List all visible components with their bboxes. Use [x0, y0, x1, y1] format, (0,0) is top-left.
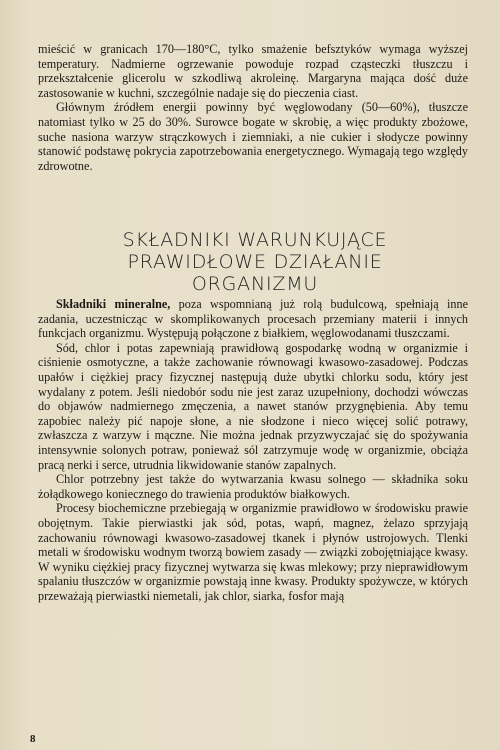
page-number: 8 — [30, 733, 36, 745]
section-heading — [40, 229, 470, 295]
paragraph-continuation: mieścić w granicach 170—180°C, tylko smażenie befsztyków wymaga wyższej temperatury. Nadmierne ogrzewanie powoduje rozpad cząsteczki tłuszczu i przekształcenie glicerolu w szkodliwą akroleinę. Margaryna mająca dość duże zastosowanie w kuchni, szczególnie nadaje się do pieczenia ciast. — [38, 42, 468, 100]
section-heading-line-2: PRAWIDŁOWE DZIAŁANIE — [127, 251, 383, 273]
main-text-block — [38, 297, 468, 603]
paragraph-biochemical-processes: Procesy biochemiczne przebiegają w organizmie prawidłowo w środowisku prawie obojętnym. Takie pierwiastki jak sód, potas, wapń, magnez, żelazo sprzyjają zachowaniu równowagi kwasowo-zasadowej tkanek i płynów ustrojowych. Tlenki metali w środowisku wodnym tworzą bowiem zasady — związki zobojętniające kwasy. W wyniku ciężkiej pracy fizycznej wytwarza się kwas mlekowy; przy nieprawidłowym spalaniu tłuszczów w organizmie powstają inne kwasy. Produkty spożywcze, w których przeważają pierwiastki niemetali, jak chlor, siarka, fosfor mają — [38, 501, 468, 603]
top-text-block — [38, 42, 468, 173]
paragraph-chlorine: Chlor potrzebny jest także do wytwarzania kwasu solnego — składnika soku żołądkowego koniecznego do trawienia produktów białkowych. — [38, 472, 468, 501]
lead-term: Składniki mineralne, — [56, 297, 171, 311]
paragraph-mineral-components — [38, 297, 468, 341]
paragraph-mineral-components-text: poza wspomnianą już rolą budulcową, spełniają inne zadania, uczestnicząc w skomplikowanych procesach przemiany materii i innych funkcjach organizmu. Występują połączone z białkiem, węglowodanami tłuszczami. — [38, 297, 468, 341]
section-heading-line-3: ORGANIZMU — [191, 273, 319, 295]
section-heading-line-1: SKŁADNIKI WARUNKUJĄCE — [122, 229, 388, 251]
paragraph-sodium-chlorine-potassium: Sód, chlor i potas zapewniają prawidłową gospodarkę wodną w organizmie i ciśnienie osmotyczne, a także zachowanie równowagi kwasowo-zasadowej. Podczas upałów i ciężkiej pracy fizycznej następują duże ubytki chlorku sodu, który jest wydalany z potem. Jeśli niedobór sodu nie jest zaraz uzupełniony, dochodzi wówczas do objawów nadmiernego zmęczenia, a nawet stanów przygnębienia. Aby temu zapobiec należy pić napoje słone, a nie słodzone i nieco więcej solić potrawy, zwłaszcza z warzyw i mączne. Nie można jednak przyzwyczajać się do spożywania intensywnie solonych potraw, ponieważ sól zatrzymuje wodę w organizmie, obciąża pracą nerki i serce, utrudnia likwidowanie stanów zapalnych. — [38, 340, 468, 472]
paragraph-energy-sources: Głównym źródłem energii powinny być węglowodany (50—60%), tłuszcze natomiast tylko w 25 do 30%. Surowce bogate w skrobię, a więc produkty zbożowe, suche nasiona warzyw strączkowych i ziemniaki, a nie cukier i słodycze powinny stanowić podstawę pokrycia zapotrzebowania energetycznego. Wymagają tego względy zdrowotne. — [38, 100, 468, 173]
